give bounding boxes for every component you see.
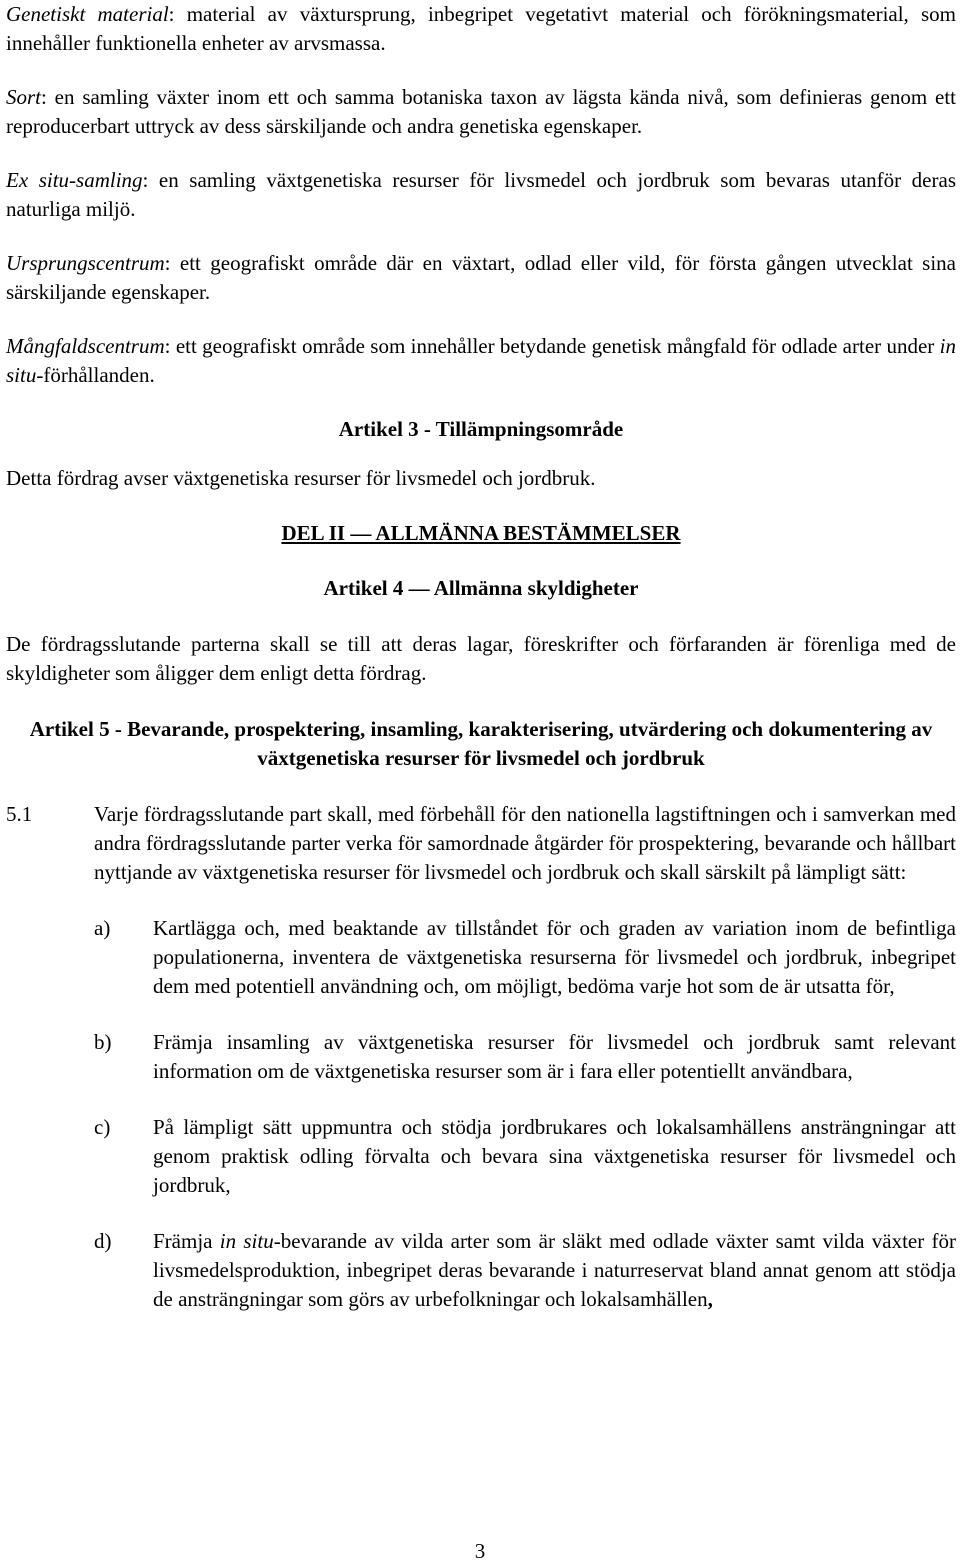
list-item-text: Kartlägga och, med beaktande av tillståndet för och graden av variation inom de befintliga populationerna, inventera de växtgenetiska resurserna för livsmedel och jordbruk, inbegripet dem med potentiell användning och, om möjligt, bedöma varje hot som de är utsatta för, <box>153 916 956 998</box>
part-2-heading: DEL II — ALLMÄNNA BESTÄMMELSER <box>281 521 681 545</box>
article-4-text: De fördragsslutande parterna skall se till att deras lagar, föreskrifter och förfaranden är förenliga med de skyldigheter som åligger dem enligt detta fördrag. <box>6 632 956 685</box>
definition-text: : ett geografiskt område där en växtart, odlad eller vild, för första gången utvecklat sina särskiljande egenskaper. <box>6 251 956 304</box>
article-3-text: Detta fördrag avser växtgenetiska resurser för livsmedel och jordbruk. <box>6 466 596 490</box>
definition-text: : en samling växtgenetiska resurser för livsmedel och jordbruk som bevaras utanför deras naturliga miljö. <box>6 168 956 221</box>
definition-term: Genetiskt material <box>6 2 169 26</box>
definition-ex-situ-collection <box>6 166 956 224</box>
article-4-heading: Artikel 4 — Allmänna skyldigheter <box>323 576 639 600</box>
list-item-d <box>94 1227 956 1314</box>
list-item-b <box>94 1028 956 1086</box>
definition-centre-of-origin <box>6 249 956 307</box>
definition-italic: in situ <box>6 334 956 387</box>
list-item-letter: a) <box>94 916 111 940</box>
definition-term: Ex situ-samling <box>6 168 143 192</box>
list-item-a <box>94 914 956 1001</box>
list-item-text-start: Främja <box>153 1229 220 1253</box>
list-item-text: På lämpligt sätt uppmuntra och stödja jordbrukares och lokalsamhällens ansträngningar att genom praktisk odling förvalta och bevara sina växtgenetiska resurser för livsmedel och jordbruk, <box>153 1115 956 1197</box>
paragraph-number: 5.1 <box>6 802 33 826</box>
definition-text: : material av växtursprung, inbegripet vegetativt material och förökningsmaterial, som innehåller funktionella enheter av arvsmassa. <box>6 2 957 55</box>
paragraph-text: Varje fördragsslutande part skall, med förbehåll för den nationella lagstiftningen och i samverkan med andra fördragsslutande parter verka för samordnade åtgärder för prospektering, bevarande och hållbart nyttjande av växtgenetiska resurser för livsmedel och jordbruk och skall särskilt på lämpligt sätt: <box>94 802 956 884</box>
list-item-text-end: -bevarande av vilda arter som är släkt med odlade växter samt vilda växter för livsmedelsproduktion, inbegripet deras bevarande i naturreservat bland annat genom att stödja de ansträngningar som görs av urbefolkningar och lokalsamhällen <box>153 1229 957 1311</box>
paragraph-5-1 <box>6 800 956 887</box>
list-item-text <box>153 1227 956 1314</box>
definition-text: : ett geografiskt område som innehåller betydande genetisk mångfald för odlade arter under <box>164 334 940 358</box>
list-item-letter: c) <box>94 1115 111 1139</box>
definition-text: -förhållanden. <box>36 363 155 387</box>
list-item-text: Främja insamling av växtgenetiska resurser för livsmedel och jordbruk samt relevant information om de växtgenetiska resurser som är i fara eller potentiellt användbara, <box>153 1030 956 1083</box>
definition-term: Sort <box>6 85 42 109</box>
article-3-heading: Artikel 3 - Tillämpningsområde <box>338 417 624 441</box>
definition-term: Ursprungscentrum <box>6 251 165 275</box>
page-number: 3 <box>474 1539 486 1563</box>
definition-term: Mångfaldscentrum <box>6 334 165 358</box>
definition-variety <box>6 83 956 141</box>
definition-centre-of-diversity <box>6 332 956 390</box>
list-item-bold-comma: , <box>707 1287 713 1311</box>
definition-genetic-material <box>6 0 956 58</box>
article-5-heading: Artikel 5 - Bevarande, prospektering, insamling, karakterisering, utvärdering och dokumentering av växtgenetiska resurser för livsmedel och jordbruk <box>29 717 933 770</box>
definition-text: : en samling växter inom ett och samma botaniska taxon av lägsta kända nivå, som definieras genom ett reproducerbart uttryck av dess särskiljande och andra genetiska egenskaper. <box>6 85 956 138</box>
list-item-letter: d) <box>94 1229 112 1253</box>
list-item-c <box>94 1113 956 1200</box>
list-item-letter: b) <box>94 1030 112 1054</box>
list-item-italic: in situ <box>219 1229 274 1253</box>
document-page <box>6 0 956 1341</box>
